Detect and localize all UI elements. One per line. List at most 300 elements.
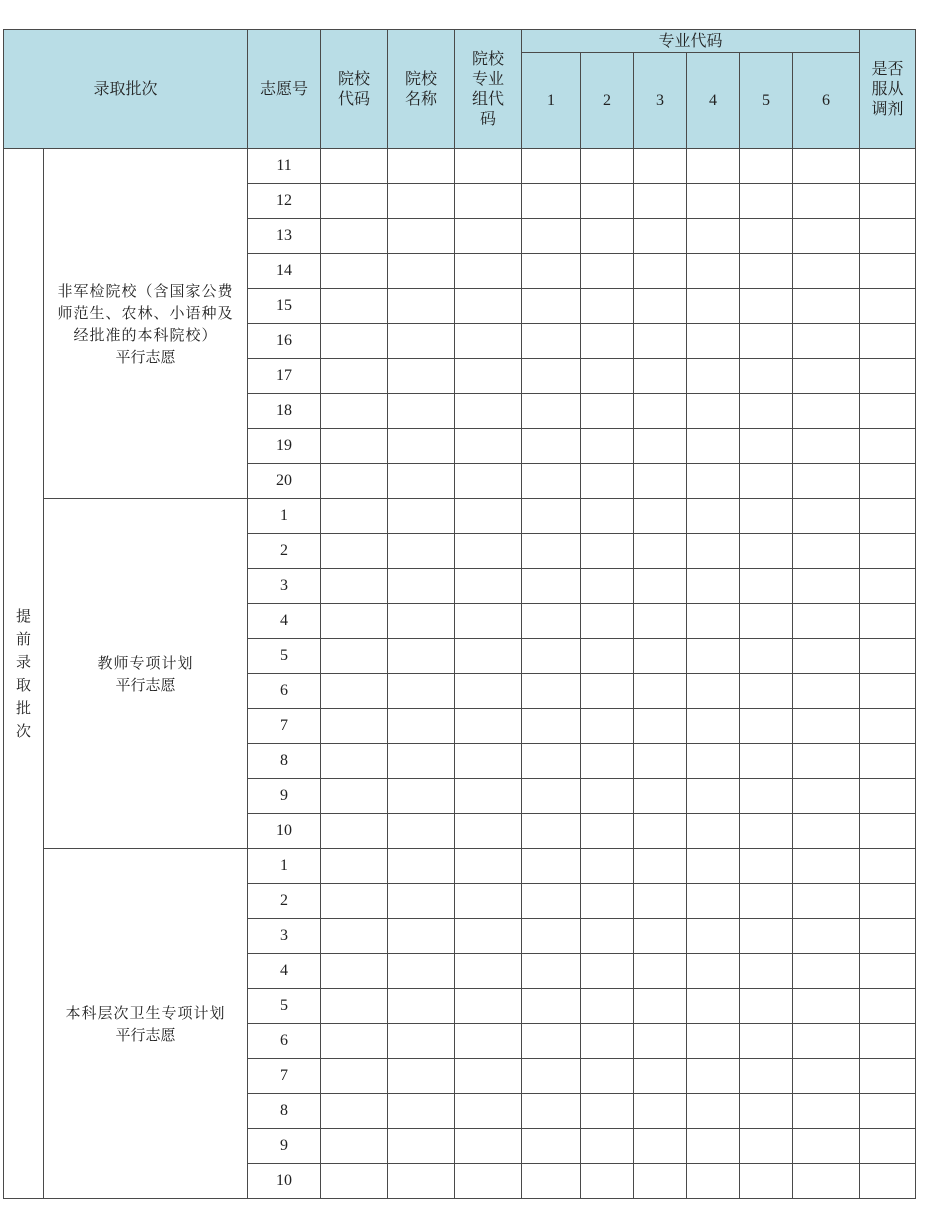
major-code-1-cell[interactable]	[522, 359, 581, 394]
major-code-4-cell[interactable]	[687, 184, 740, 219]
major-code-5-cell[interactable]	[740, 989, 793, 1024]
major-code-1-cell[interactable]	[522, 744, 581, 779]
major-code-4-cell[interactable]	[687, 149, 740, 184]
major-code-5-cell[interactable]	[740, 184, 793, 219]
major-code-4-cell[interactable]	[687, 324, 740, 359]
major-code-3-cell[interactable]	[634, 569, 687, 604]
major-code-4-cell[interactable]	[687, 919, 740, 954]
major-code-2-cell[interactable]	[581, 254, 634, 289]
adjust-cell[interactable]	[860, 884, 916, 919]
group-code-cell[interactable]	[455, 1024, 522, 1059]
adjust-cell[interactable]	[860, 919, 916, 954]
major-code-6-cell[interactable]	[793, 149, 860, 184]
major-code-1-cell[interactable]	[522, 1164, 581, 1199]
adjust-cell[interactable]	[860, 989, 916, 1024]
major-code-3-cell[interactable]	[634, 604, 687, 639]
major-code-1-cell[interactable]	[522, 184, 581, 219]
major-code-4-cell[interactable]	[687, 814, 740, 849]
adjust-cell[interactable]	[860, 149, 916, 184]
group-code-cell[interactable]	[455, 884, 522, 919]
school-code-cell[interactable]	[321, 779, 388, 814]
school-name-cell[interactable]	[388, 1129, 455, 1164]
school-code-cell[interactable]	[321, 569, 388, 604]
major-code-5-cell[interactable]	[740, 1129, 793, 1164]
school-name-cell[interactable]	[388, 919, 455, 954]
major-code-5-cell[interactable]	[740, 254, 793, 289]
group-code-cell[interactable]	[455, 149, 522, 184]
group-code-cell[interactable]	[455, 709, 522, 744]
major-code-1-cell[interactable]	[522, 1024, 581, 1059]
school-code-cell[interactable]	[321, 884, 388, 919]
school-code-cell[interactable]	[321, 464, 388, 499]
major-code-4-cell[interactable]	[687, 849, 740, 884]
major-code-5-cell[interactable]	[740, 464, 793, 499]
major-code-3-cell[interactable]	[634, 429, 687, 464]
major-code-4-cell[interactable]	[687, 989, 740, 1024]
major-code-4-cell[interactable]	[687, 884, 740, 919]
major-code-2-cell[interactable]	[581, 394, 634, 429]
major-code-6-cell[interactable]	[793, 184, 860, 219]
adjust-cell[interactable]	[860, 639, 916, 674]
major-code-4-cell[interactable]	[687, 709, 740, 744]
group-code-cell[interactable]	[455, 254, 522, 289]
major-code-2-cell[interactable]	[581, 184, 634, 219]
major-code-2-cell[interactable]	[581, 1129, 634, 1164]
major-code-3-cell[interactable]	[634, 184, 687, 219]
group-code-cell[interactable]	[455, 779, 522, 814]
major-code-1-cell[interactable]	[522, 884, 581, 919]
school-code-cell[interactable]	[321, 534, 388, 569]
major-code-1-cell[interactable]	[522, 534, 581, 569]
major-code-2-cell[interactable]	[581, 324, 634, 359]
major-code-4-cell[interactable]	[687, 534, 740, 569]
major-code-3-cell[interactable]	[634, 219, 687, 254]
major-code-2-cell[interactable]	[581, 219, 634, 254]
group-code-cell[interactable]	[455, 289, 522, 324]
school-name-cell[interactable]	[388, 149, 455, 184]
major-code-1-cell[interactable]	[522, 499, 581, 534]
major-code-6-cell[interactable]	[793, 639, 860, 674]
major-code-6-cell[interactable]	[793, 884, 860, 919]
major-code-2-cell[interactable]	[581, 289, 634, 324]
group-code-cell[interactable]	[455, 814, 522, 849]
major-code-5-cell[interactable]	[740, 569, 793, 604]
major-code-5-cell[interactable]	[740, 849, 793, 884]
major-code-3-cell[interactable]	[634, 1094, 687, 1129]
major-code-6-cell[interactable]	[793, 849, 860, 884]
school-name-cell[interactable]	[388, 324, 455, 359]
school-code-cell[interactable]	[321, 674, 388, 709]
adjust-cell[interactable]	[860, 359, 916, 394]
major-code-6-cell[interactable]	[793, 709, 860, 744]
major-code-6-cell[interactable]	[793, 219, 860, 254]
major-code-2-cell[interactable]	[581, 604, 634, 639]
major-code-4-cell[interactable]	[687, 604, 740, 639]
school-name-cell[interactable]	[388, 639, 455, 674]
major-code-6-cell[interactable]	[793, 779, 860, 814]
major-code-4-cell[interactable]	[687, 499, 740, 534]
major-code-3-cell[interactable]	[634, 1059, 687, 1094]
major-code-4-cell[interactable]	[687, 1164, 740, 1199]
major-code-1-cell[interactable]	[522, 219, 581, 254]
group-code-cell[interactable]	[455, 569, 522, 604]
major-code-6-cell[interactable]	[793, 429, 860, 464]
major-code-1-cell[interactable]	[522, 569, 581, 604]
major-code-6-cell[interactable]	[793, 499, 860, 534]
major-code-2-cell[interactable]	[581, 149, 634, 184]
major-code-1-cell[interactable]	[522, 254, 581, 289]
major-code-5-cell[interactable]	[740, 1094, 793, 1129]
major-code-6-cell[interactable]	[793, 744, 860, 779]
adjust-cell[interactable]	[860, 324, 916, 359]
major-code-6-cell[interactable]	[793, 674, 860, 709]
school-name-cell[interactable]	[388, 744, 455, 779]
major-code-5-cell[interactable]	[740, 429, 793, 464]
major-code-5-cell[interactable]	[740, 779, 793, 814]
major-code-6-cell[interactable]	[793, 359, 860, 394]
major-code-1-cell[interactable]	[522, 604, 581, 639]
major-code-5-cell[interactable]	[740, 884, 793, 919]
group-code-cell[interactable]	[455, 324, 522, 359]
major-code-5-cell[interactable]	[740, 814, 793, 849]
major-code-4-cell[interactable]	[687, 954, 740, 989]
school-name-cell[interactable]	[388, 219, 455, 254]
major-code-3-cell[interactable]	[634, 779, 687, 814]
major-code-4-cell[interactable]	[687, 1129, 740, 1164]
major-code-4-cell[interactable]	[687, 429, 740, 464]
major-code-6-cell[interactable]	[793, 254, 860, 289]
major-code-2-cell[interactable]	[581, 1024, 634, 1059]
major-code-5-cell[interactable]	[740, 219, 793, 254]
group-code-cell[interactable]	[455, 954, 522, 989]
school-name-cell[interactable]	[388, 429, 455, 464]
major-code-3-cell[interactable]	[634, 849, 687, 884]
adjust-cell[interactable]	[860, 674, 916, 709]
major-code-2-cell[interactable]	[581, 674, 634, 709]
group-code-cell[interactable]	[455, 429, 522, 464]
major-code-4-cell[interactable]	[687, 289, 740, 324]
adjust-cell[interactable]	[860, 534, 916, 569]
school-code-cell[interactable]	[321, 919, 388, 954]
major-code-1-cell[interactable]	[522, 1129, 581, 1164]
group-code-cell[interactable]	[455, 1059, 522, 1094]
major-code-3-cell[interactable]	[634, 149, 687, 184]
major-code-3-cell[interactable]	[634, 464, 687, 499]
major-code-1-cell[interactable]	[522, 674, 581, 709]
major-code-1-cell[interactable]	[522, 849, 581, 884]
major-code-1-cell[interactable]	[522, 814, 581, 849]
major-code-3-cell[interactable]	[634, 324, 687, 359]
major-code-3-cell[interactable]	[634, 534, 687, 569]
school-code-cell[interactable]	[321, 989, 388, 1024]
school-code-cell[interactable]	[321, 1024, 388, 1059]
major-code-4-cell[interactable]	[687, 394, 740, 429]
adjust-cell[interactable]	[860, 464, 916, 499]
major-code-5-cell[interactable]	[740, 1164, 793, 1199]
major-code-4-cell[interactable]	[687, 1024, 740, 1059]
major-code-1-cell[interactable]	[522, 464, 581, 499]
school-name-cell[interactable]	[388, 394, 455, 429]
group-code-cell[interactable]	[455, 464, 522, 499]
major-code-4-cell[interactable]	[687, 639, 740, 674]
adjust-cell[interactable]	[860, 429, 916, 464]
school-code-cell[interactable]	[321, 429, 388, 464]
major-code-1-cell[interactable]	[522, 1094, 581, 1129]
school-code-cell[interactable]	[321, 814, 388, 849]
major-code-5-cell[interactable]	[740, 604, 793, 639]
major-code-6-cell[interactable]	[793, 1129, 860, 1164]
major-code-6-cell[interactable]	[793, 989, 860, 1024]
major-code-1-cell[interactable]	[522, 989, 581, 1024]
school-code-cell[interactable]	[321, 1129, 388, 1164]
major-code-2-cell[interactable]	[581, 1059, 634, 1094]
group-code-cell[interactable]	[455, 184, 522, 219]
adjust-cell[interactable]	[860, 849, 916, 884]
major-code-6-cell[interactable]	[793, 569, 860, 604]
adjust-cell[interactable]	[860, 744, 916, 779]
group-code-cell[interactable]	[455, 1129, 522, 1164]
adjust-cell[interactable]	[860, 499, 916, 534]
school-name-cell[interactable]	[388, 674, 455, 709]
school-code-cell[interactable]	[321, 149, 388, 184]
major-code-2-cell[interactable]	[581, 744, 634, 779]
major-code-5-cell[interactable]	[740, 359, 793, 394]
major-code-4-cell[interactable]	[687, 219, 740, 254]
major-code-1-cell[interactable]	[522, 954, 581, 989]
school-name-cell[interactable]	[388, 534, 455, 569]
major-code-6-cell[interactable]	[793, 814, 860, 849]
adjust-cell[interactable]	[860, 954, 916, 989]
group-code-cell[interactable]	[455, 499, 522, 534]
major-code-4-cell[interactable]	[687, 254, 740, 289]
major-code-2-cell[interactable]	[581, 849, 634, 884]
major-code-5-cell[interactable]	[740, 289, 793, 324]
major-code-3-cell[interactable]	[634, 744, 687, 779]
school-name-cell[interactable]	[388, 779, 455, 814]
major-code-6-cell[interactable]	[793, 394, 860, 429]
school-code-cell[interactable]	[321, 254, 388, 289]
adjust-cell[interactable]	[860, 1164, 916, 1199]
major-code-6-cell[interactable]	[793, 1059, 860, 1094]
adjust-cell[interactable]	[860, 254, 916, 289]
major-code-3-cell[interactable]	[634, 884, 687, 919]
major-code-2-cell[interactable]	[581, 709, 634, 744]
major-code-5-cell[interactable]	[740, 149, 793, 184]
major-code-3-cell[interactable]	[634, 254, 687, 289]
school-name-cell[interactable]	[388, 254, 455, 289]
major-code-3-cell[interactable]	[634, 954, 687, 989]
major-code-2-cell[interactable]	[581, 954, 634, 989]
major-code-6-cell[interactable]	[793, 954, 860, 989]
major-code-5-cell[interactable]	[740, 954, 793, 989]
adjust-cell[interactable]	[860, 1024, 916, 1059]
major-code-6-cell[interactable]	[793, 464, 860, 499]
group-code-cell[interactable]	[455, 359, 522, 394]
major-code-5-cell[interactable]	[740, 1024, 793, 1059]
major-code-5-cell[interactable]	[740, 744, 793, 779]
major-code-2-cell[interactable]	[581, 499, 634, 534]
school-name-cell[interactable]	[388, 989, 455, 1024]
adjust-cell[interactable]	[860, 394, 916, 429]
major-code-5-cell[interactable]	[740, 1059, 793, 1094]
major-code-1-cell[interactable]	[522, 919, 581, 954]
school-name-cell[interactable]	[388, 464, 455, 499]
adjust-cell[interactable]	[860, 814, 916, 849]
group-code-cell[interactable]	[455, 604, 522, 639]
school-name-cell[interactable]	[388, 359, 455, 394]
major-code-2-cell[interactable]	[581, 534, 634, 569]
school-code-cell[interactable]	[321, 499, 388, 534]
major-code-3-cell[interactable]	[634, 359, 687, 394]
major-code-2-cell[interactable]	[581, 1164, 634, 1199]
group-code-cell[interactable]	[455, 674, 522, 709]
group-code-cell[interactable]	[455, 919, 522, 954]
school-code-cell[interactable]	[321, 1164, 388, 1199]
major-code-5-cell[interactable]	[740, 709, 793, 744]
major-code-4-cell[interactable]	[687, 569, 740, 604]
school-name-cell[interactable]	[388, 604, 455, 639]
adjust-cell[interactable]	[860, 219, 916, 254]
school-code-cell[interactable]	[321, 1094, 388, 1129]
group-code-cell[interactable]	[455, 219, 522, 254]
major-code-2-cell[interactable]	[581, 429, 634, 464]
adjust-cell[interactable]	[860, 289, 916, 324]
adjust-cell[interactable]	[860, 1094, 916, 1129]
major-code-6-cell[interactable]	[793, 534, 860, 569]
major-code-2-cell[interactable]	[581, 1094, 634, 1129]
major-code-4-cell[interactable]	[687, 744, 740, 779]
major-code-6-cell[interactable]	[793, 1164, 860, 1199]
school-code-cell[interactable]	[321, 954, 388, 989]
major-code-3-cell[interactable]	[634, 1129, 687, 1164]
major-code-3-cell[interactable]	[634, 394, 687, 429]
school-name-cell[interactable]	[388, 1024, 455, 1059]
school-name-cell[interactable]	[388, 184, 455, 219]
major-code-3-cell[interactable]	[634, 919, 687, 954]
major-code-5-cell[interactable]	[740, 394, 793, 429]
major-code-3-cell[interactable]	[634, 639, 687, 674]
major-code-5-cell[interactable]	[740, 919, 793, 954]
major-code-2-cell[interactable]	[581, 464, 634, 499]
group-code-cell[interactable]	[455, 849, 522, 884]
major-code-3-cell[interactable]	[634, 499, 687, 534]
major-code-6-cell[interactable]	[793, 919, 860, 954]
major-code-1-cell[interactable]	[522, 709, 581, 744]
major-code-4-cell[interactable]	[687, 674, 740, 709]
major-code-4-cell[interactable]	[687, 1059, 740, 1094]
school-name-cell[interactable]	[388, 954, 455, 989]
major-code-1-cell[interactable]	[522, 429, 581, 464]
major-code-5-cell[interactable]	[740, 534, 793, 569]
school-code-cell[interactable]	[321, 184, 388, 219]
group-code-cell[interactable]	[455, 639, 522, 674]
major-code-3-cell[interactable]	[634, 989, 687, 1024]
major-code-2-cell[interactable]	[581, 919, 634, 954]
major-code-3-cell[interactable]	[634, 1164, 687, 1199]
school-code-cell[interactable]	[321, 1059, 388, 1094]
school-name-cell[interactable]	[388, 884, 455, 919]
adjust-cell[interactable]	[860, 779, 916, 814]
school-code-cell[interactable]	[321, 289, 388, 324]
school-name-cell[interactable]	[388, 814, 455, 849]
major-code-1-cell[interactable]	[522, 289, 581, 324]
adjust-cell[interactable]	[860, 1059, 916, 1094]
major-code-6-cell[interactable]	[793, 604, 860, 639]
major-code-2-cell[interactable]	[581, 569, 634, 604]
major-code-5-cell[interactable]	[740, 324, 793, 359]
school-name-cell[interactable]	[388, 1094, 455, 1129]
school-name-cell[interactable]	[388, 709, 455, 744]
school-code-cell[interactable]	[321, 359, 388, 394]
major-code-1-cell[interactable]	[522, 1059, 581, 1094]
major-code-4-cell[interactable]	[687, 464, 740, 499]
adjust-cell[interactable]	[860, 184, 916, 219]
major-code-1-cell[interactable]	[522, 324, 581, 359]
adjust-cell[interactable]	[860, 1129, 916, 1164]
school-code-cell[interactable]	[321, 709, 388, 744]
major-code-6-cell[interactable]	[793, 1024, 860, 1059]
group-code-cell[interactable]	[455, 989, 522, 1024]
major-code-6-cell[interactable]	[793, 289, 860, 324]
major-code-4-cell[interactable]	[687, 1094, 740, 1129]
group-code-cell[interactable]	[455, 534, 522, 569]
major-code-5-cell[interactable]	[740, 639, 793, 674]
school-name-cell[interactable]	[388, 1059, 455, 1094]
major-code-4-cell[interactable]	[687, 359, 740, 394]
school-name-cell[interactable]	[388, 499, 455, 534]
major-code-1-cell[interactable]	[522, 639, 581, 674]
major-code-1-cell[interactable]	[522, 779, 581, 814]
group-code-cell[interactable]	[455, 394, 522, 429]
school-name-cell[interactable]	[388, 289, 455, 324]
school-name-cell[interactable]	[388, 569, 455, 604]
major-code-3-cell[interactable]	[634, 289, 687, 324]
major-code-1-cell[interactable]	[522, 394, 581, 429]
major-code-4-cell[interactable]	[687, 779, 740, 814]
major-code-2-cell[interactable]	[581, 884, 634, 919]
group-code-cell[interactable]	[455, 1094, 522, 1129]
major-code-3-cell[interactable]	[634, 1024, 687, 1059]
major-code-2-cell[interactable]	[581, 779, 634, 814]
group-code-cell[interactable]	[455, 744, 522, 779]
school-code-cell[interactable]	[321, 639, 388, 674]
major-code-1-cell[interactable]	[522, 149, 581, 184]
adjust-cell[interactable]	[860, 569, 916, 604]
group-code-cell[interactable]	[455, 1164, 522, 1199]
school-code-cell[interactable]	[321, 604, 388, 639]
major-code-2-cell[interactable]	[581, 639, 634, 674]
major-code-5-cell[interactable]	[740, 674, 793, 709]
major-code-5-cell[interactable]	[740, 499, 793, 534]
major-code-6-cell[interactable]	[793, 324, 860, 359]
school-code-cell[interactable]	[321, 744, 388, 779]
school-code-cell[interactable]	[321, 324, 388, 359]
major-code-6-cell[interactable]	[793, 1094, 860, 1129]
major-code-2-cell[interactable]	[581, 814, 634, 849]
school-name-cell[interactable]	[388, 1164, 455, 1199]
adjust-cell[interactable]	[860, 709, 916, 744]
major-code-3-cell[interactable]	[634, 674, 687, 709]
school-name-cell[interactable]	[388, 849, 455, 884]
major-code-3-cell[interactable]	[634, 814, 687, 849]
school-code-cell[interactable]	[321, 219, 388, 254]
school-code-cell[interactable]	[321, 849, 388, 884]
major-code-2-cell[interactable]	[581, 359, 634, 394]
adjust-cell[interactable]	[860, 604, 916, 639]
major-code-3-cell[interactable]	[634, 709, 687, 744]
school-code-cell[interactable]	[321, 394, 388, 429]
major-code-2-cell[interactable]	[581, 989, 634, 1024]
